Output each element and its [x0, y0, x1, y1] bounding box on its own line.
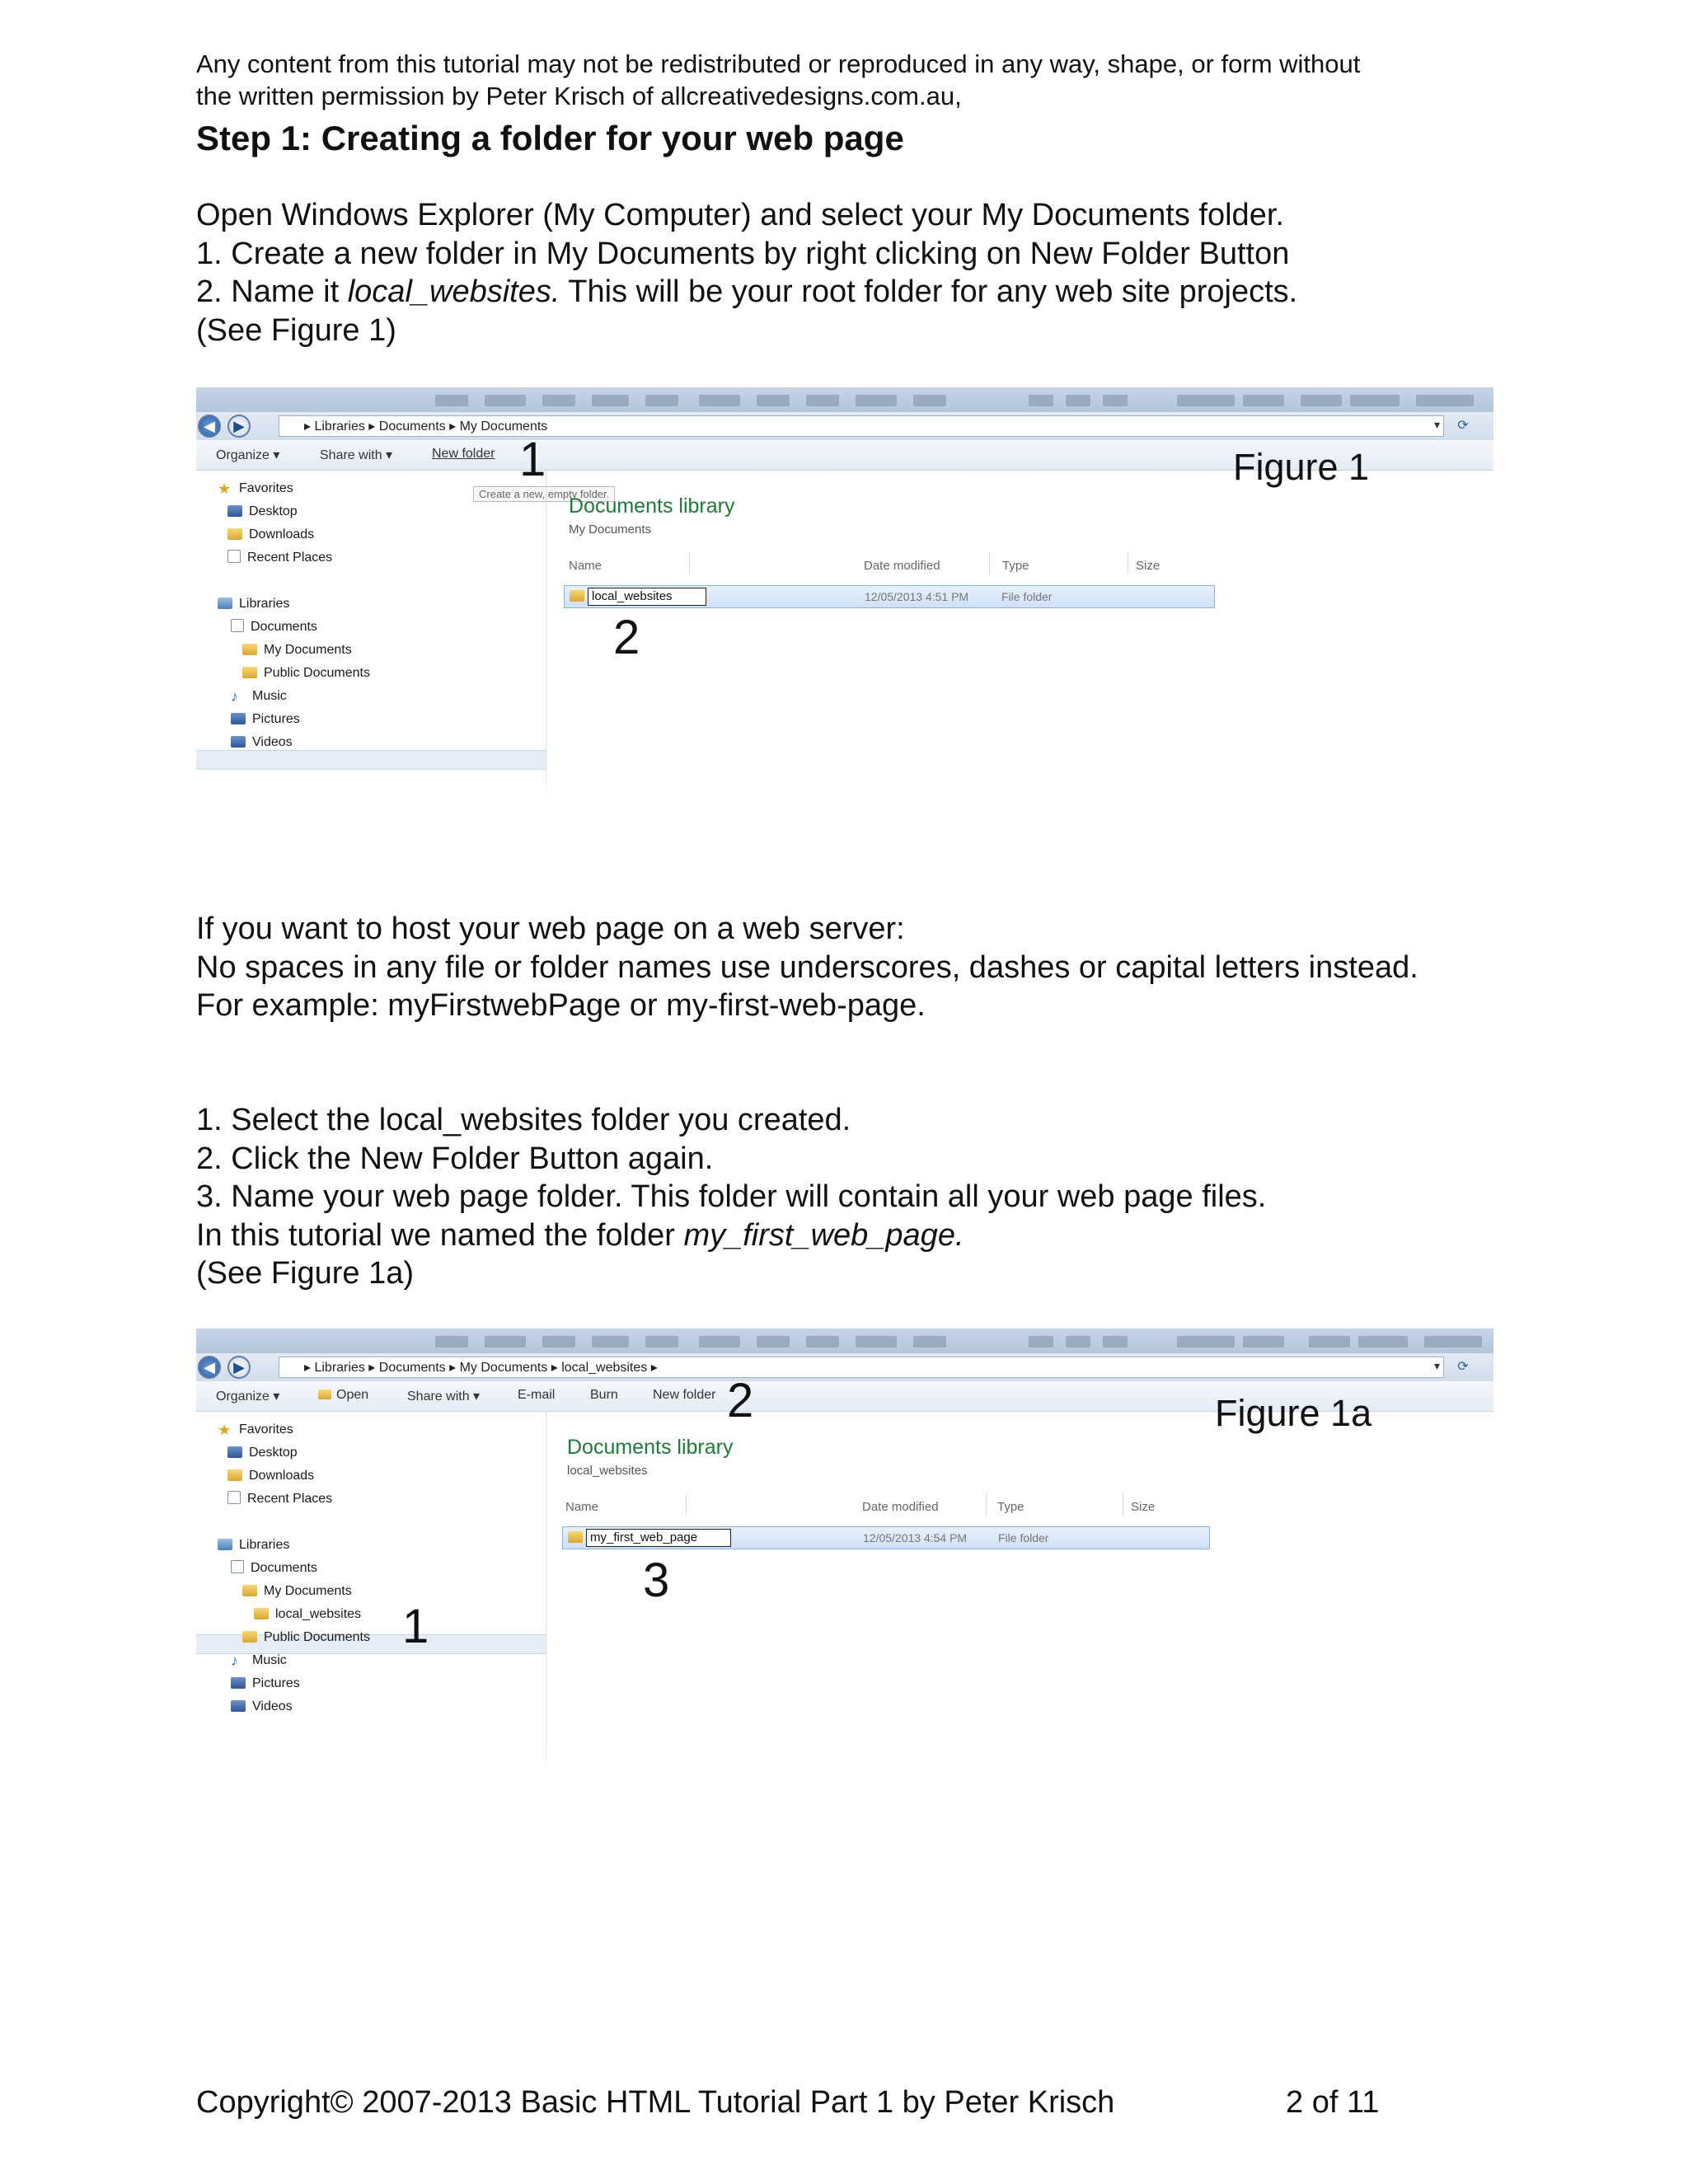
- folder-row[interactable]: [562, 1526, 1210, 1549]
- open-folder-icon: [318, 1390, 331, 1399]
- steps-paragraph: [196, 1101, 1564, 1293]
- column-name[interactable]: Name: [565, 1500, 599, 1514]
- nav-my-documents[interactable]: My Documents: [242, 642, 352, 658]
- nav-favorites[interactable]: ★ Favorites: [218, 1422, 293, 1438]
- desktop-icon: [227, 505, 242, 517]
- column-size[interactable]: Size: [1131, 1500, 1156, 1514]
- server-note: [196, 910, 1564, 1025]
- library-subtitle: My Documents: [569, 523, 652, 537]
- nav-public-documents[interactable]: Public Documents: [242, 1629, 370, 1646]
- intro-line-1: Open Windows Explorer (My Computer) and select your My Documents folder.: [196, 198, 1284, 232]
- nav-music[interactable]: ♪ Music: [231, 688, 287, 705]
- breadcrumb[interactable]: [279, 415, 1444, 437]
- nav-libraries[interactable]: Libraries: [218, 596, 289, 612]
- figure-1-screenshot: [196, 387, 1493, 799]
- star-icon: ★: [218, 480, 232, 497]
- callout-1: 1: [402, 1600, 429, 1653]
- nav-desktop[interactable]: Desktop: [227, 1445, 298, 1461]
- organize-button[interactable]: Organize ▾: [216, 448, 280, 462]
- videos-icon: [231, 1700, 246, 1712]
- intro-paragraph: [196, 196, 1564, 349]
- server-line-1: If you want to host your web page on a web server:: [196, 912, 905, 946]
- star-icon: ★: [218, 1422, 232, 1438]
- new-folder-button[interactable]: New folder: [432, 447, 495, 461]
- breadcrumb-path: ▸ Libraries ▸ Documents ▸ My Documents ▸ local_websites ▸: [304, 1361, 658, 1375]
- folder-row[interactable]: [564, 585, 1215, 608]
- nav-public-documents[interactable]: Public Documents: [242, 665, 370, 682]
- server-line-2: No spaces in any file or folder names use underscores, dashes or capital letters instead.: [196, 949, 1418, 985]
- steps-line-2: 2. Click the New Folder Button again.: [196, 1141, 714, 1176]
- folder-icon: [568, 1531, 583, 1543]
- navigation-pane: [196, 471, 546, 799]
- folder-icon: [254, 1608, 269, 1619]
- email-button[interactable]: E-mail: [518, 1388, 556, 1402]
- library-title: Documents library: [569, 494, 735, 518]
- burn-button[interactable]: Burn: [590, 1388, 618, 1402]
- recent-places-icon: [227, 1491, 241, 1504]
- nav-my-documents[interactable]: My Documents: [242, 1583, 352, 1600]
- figure-1a-screenshot: [196, 1329, 1493, 1772]
- row-date: 12/05/2013 4:54 PM: [863, 1531, 968, 1544]
- libraries-icon: [218, 1539, 232, 1550]
- share-with-button[interactable]: Share with ▾: [320, 448, 393, 462]
- forward-arrow-icon[interactable]: ▶: [227, 415, 251, 438]
- folder-icon: [570, 590, 584, 602]
- copyright-notice: [196, 48, 1531, 112]
- steps-line-5: (See Figure 1a): [196, 1256, 415, 1291]
- documents-icon: [231, 1560, 244, 1573]
- column-date-modified[interactable]: Date modified: [864, 559, 940, 573]
- nav-downloads[interactable]: Downloads: [227, 1468, 314, 1484]
- pictures-icon: [231, 713, 246, 724]
- column-size[interactable]: Size: [1136, 559, 1160, 573]
- row-type: File folder: [998, 1531, 1049, 1544]
- footer-copyright: Copyright© 2007-2013 Basic HTML Tutorial Part 1 by Peter Krisch: [196, 2085, 1115, 2120]
- row-type: File folder: [1001, 590, 1053, 603]
- new-folder-button[interactable]: New folder: [653, 1388, 716, 1402]
- address-bar: [196, 1353, 1493, 1382]
- row-date: 12/05/2013 4:51 PM: [865, 590, 969, 603]
- nav-videos[interactable]: Videos: [231, 1699, 293, 1715]
- rename-field[interactable]: local_websites: [588, 588, 706, 606]
- steps-line-3: 3. Name your web page folder. This folder will contain all your web page files.: [196, 1179, 1267, 1214]
- recent-places-icon: [227, 550, 241, 563]
- folder-icon: [242, 667, 257, 678]
- downloads-icon: [227, 1469, 242, 1481]
- nav-recent-places[interactable]: Recent Places: [227, 1491, 332, 1507]
- server-line-3: For example: myFirstwebPage or my-first-web-page.: [196, 988, 926, 1023]
- column-type[interactable]: Type: [997, 1500, 1025, 1514]
- callout-2: 2: [727, 1374, 754, 1427]
- intro-line-3: 2. Name it local_websites. This will be your root folder for any web site projects.: [196, 274, 1298, 309]
- nav-recent-places[interactable]: Recent Places: [227, 550, 332, 566]
- explorer-menubar: [196, 387, 1493, 412]
- nav-favorites[interactable]: ★ Favorites: [218, 480, 293, 497]
- nav-documents[interactable]: Documents: [231, 619, 317, 635]
- breadcrumb[interactable]: [279, 1357, 1444, 1378]
- column-name[interactable]: Name: [569, 559, 603, 573]
- intro-line-4: (See Figure 1): [196, 312, 396, 348]
- callout-1: 1: [519, 433, 546, 486]
- chevron-down-icon[interactable]: ▾: [1433, 1359, 1440, 1372]
- nav-documents[interactable]: Documents: [231, 1560, 317, 1577]
- share-with-button[interactable]: Share with ▾: [407, 1390, 481, 1404]
- notice-line-1: Any content from this tutorial may not be redistributed or reproduced in any way, shape, or form without: [196, 49, 1361, 78]
- desktop-icon: [227, 1446, 242, 1458]
- library-title: Documents library: [567, 1436, 734, 1459]
- folder-name-my-first-web-page: my_first_web_page.: [683, 1217, 964, 1253]
- back-arrow-icon[interactable]: ◀: [198, 1356, 221, 1379]
- nav-pictures[interactable]: Pictures: [231, 711, 300, 728]
- videos-icon: [231, 736, 246, 748]
- downloads-icon: [227, 528, 242, 540]
- callout-3: 3: [643, 1554, 670, 1607]
- new-folder-tooltip: Create a new, empty folder.: [473, 486, 615, 502]
- navigation-pane: [196, 1412, 546, 1772]
- column-type[interactable]: Type: [1002, 559, 1029, 573]
- nav-music[interactable]: ♪ Music: [231, 1652, 287, 1669]
- music-icon: ♪: [231, 688, 238, 705]
- intro-line-2: 1. Create a new folder in My Documents by right clicking on New Folder Button: [196, 236, 1290, 271]
- notice-line-2: the written permission by Peter Krisch of allcreativedesigns.com.au,: [196, 82, 962, 110]
- back-arrow-icon[interactable]: ◀: [198, 415, 221, 438]
- nav-local-websites[interactable]: local_websites: [254, 1606, 361, 1623]
- folder-icon: [242, 644, 257, 655]
- folder-icon: [242, 1631, 257, 1643]
- footer-page-number: 2 of 11: [1286, 2085, 1380, 2120]
- organize-button[interactable]: Organize ▾: [216, 1390, 280, 1404]
- music-icon: ♪: [231, 1652, 238, 1669]
- folder-icon: [242, 1585, 257, 1596]
- nav-desktop[interactable]: Desktop: [227, 504, 298, 520]
- nav-libraries[interactable]: Libraries: [218, 1537, 289, 1554]
- nav-downloads[interactable]: Downloads: [227, 527, 314, 543]
- nav-videos[interactable]: Videos: [231, 734, 293, 751]
- figure-label: Figure 1a: [1215, 1392, 1372, 1434]
- step-heading: Step 1: Creating a folder for your web page: [196, 119, 904, 157]
- figure-label: Figure 1: [1233, 446, 1370, 488]
- callout-2: 2: [613, 611, 640, 664]
- libraries-icon: [218, 598, 232, 609]
- pictures-icon: [231, 1677, 246, 1689]
- folder-name-local-websites: local_websites.: [347, 274, 560, 309]
- library-subtitle: local_websites: [567, 1464, 648, 1478]
- address-bar: [196, 412, 1493, 441]
- column-date-modified[interactable]: Date modified: [862, 1500, 939, 1514]
- steps-line-4: In this tutorial we named the folder my_first_web_page.: [196, 1217, 964, 1253]
- documents-icon: [231, 619, 244, 632]
- rename-field[interactable]: my_first_web_page: [586, 1529, 731, 1547]
- breadcrumb-path: ▸ Libraries ▸ Documents ▸ My Documents: [304, 419, 548, 434]
- forward-arrow-icon[interactable]: ▶: [227, 1356, 251, 1379]
- explorer-menubar: [196, 1329, 1493, 1353]
- steps-line-1: 1. Select the local_websites folder you created.: [196, 1103, 851, 1137]
- refresh-icon[interactable]: ⟳: [1457, 1360, 1469, 1374]
- open-button[interactable]: Open: [318, 1388, 368, 1403]
- refresh-icon[interactable]: ⟳: [1457, 419, 1469, 433]
- chevron-down-icon[interactable]: ▾: [1433, 418, 1440, 431]
- nav-pictures[interactable]: Pictures: [231, 1675, 300, 1692]
